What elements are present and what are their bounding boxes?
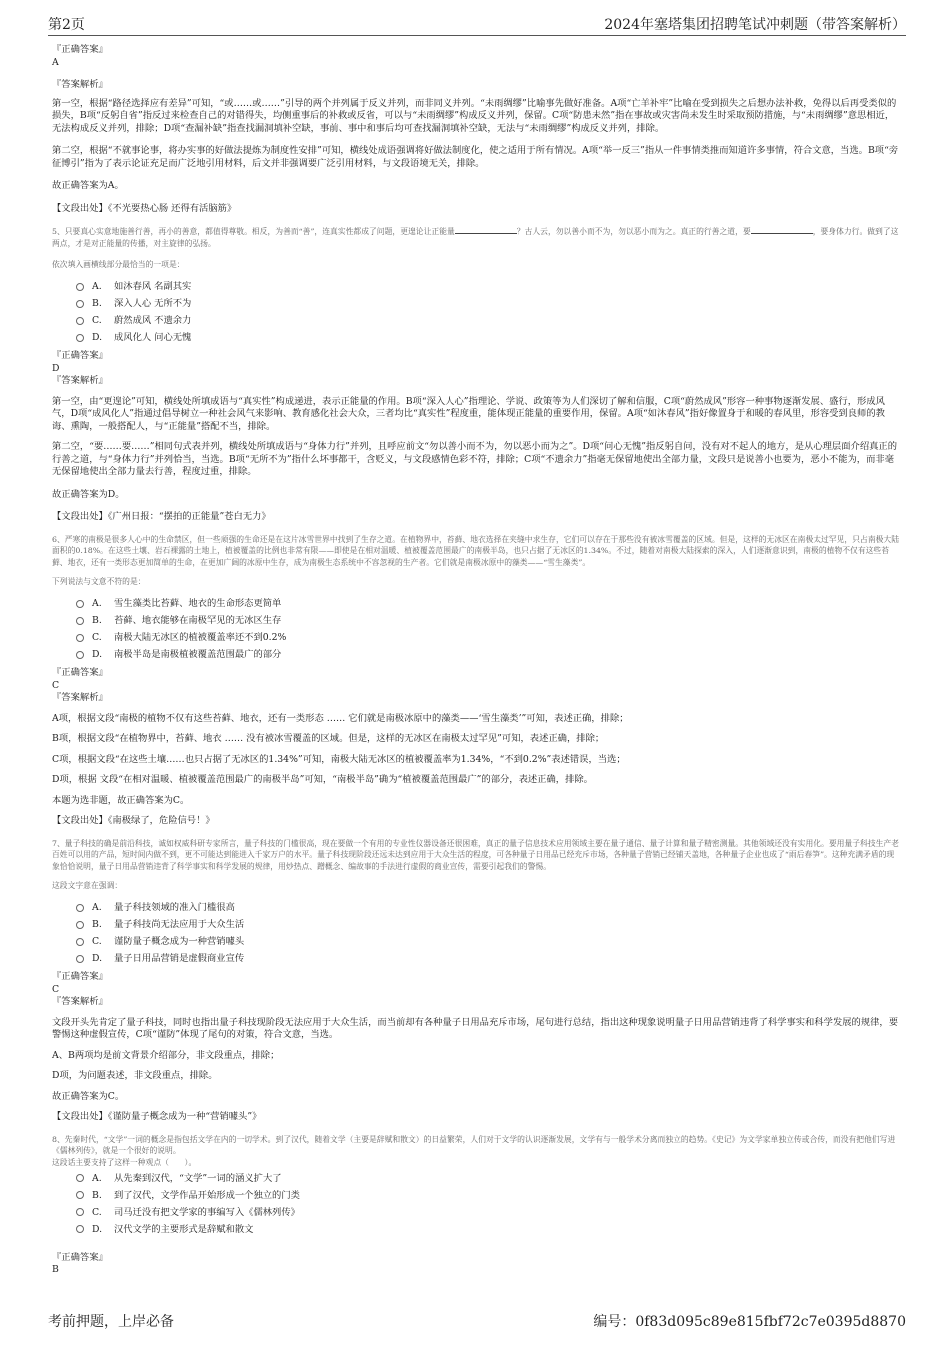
radio-icon[interactable] [76,317,84,325]
analysis-paragraph: A、B两项均是前文背景介绍部分，非文段重点，排除； [52,1049,280,1061]
fill-blank [751,225,813,234]
answer-value: C [52,679,60,691]
radio-icon[interactable] [76,300,84,308]
option-text: 如沐春风 名副其实 [114,281,192,292]
conclusion: 故正确答案为A。 [52,180,124,191]
conclusion: 故正确答案为D。 [52,488,125,500]
option-b[interactable] [76,1187,900,1204]
option-text: 蔚然成风 不遗余力 [114,315,192,326]
option-b[interactable] [76,916,900,933]
option-letter: D. [92,1223,103,1235]
question-stem: 6、严寒的南极是很多人心中的生命禁区，但一些顽强的生命还是在这片冰雪世界中找到了生存之道。在植物界中，苔藓、地衣选择在夹缝中求生存，它们可以存在于那些没有被冰雪覆盖的区域。但是，这样的无冰区在南极太过罕见，只占南极大陆面积的0.18%。在这些土壤、岩石裸露的土地上，植被覆盖的比例也非常有限——即使是在相对温暖、植被覆盖范围最广的南极半岛，也只占据了无冰区的1.34%。不过，随着对南极大陆探索的深入，人们逐渐意识到，南极的植物不仅有这些苔藓、地衣，还有一类形态更加简单的生命，在更加广阔的冰原中生存，成为南极生态系统中不容忽视的生产者。它们就是南极冰原中的藻类——“雪生藻类”。 [52,534,900,567]
option-list [76,278,900,346]
option-letter: A. [92,902,102,913]
analysis-paragraph: B项，根据文段“在植物界中，苔藓、地衣 …… 没有被冰雪覆盖的区域。但是，这样的无冰区在南极太过罕见”可知，表述正确，排除； [52,733,605,744]
analysis-label: 『答案解析』 [52,996,108,1007]
radio-icon[interactable] [76,651,84,659]
document-id: 编号：0f83d095c89e815fbf72c7e0395d8870 [593,1314,906,1330]
source-citation: 【文段出处】《广州日报：“摆拍的正能量”苍白无力》 [52,511,271,522]
answer-value: A [52,56,59,68]
option-c[interactable] [76,933,900,950]
radio-icon[interactable] [76,1208,84,1216]
option-d[interactable] [76,1221,900,1238]
option-a[interactable] [76,595,900,612]
analysis-label: 『答案解析』 [52,375,108,386]
option-text: 深入人心 无所不为 [114,298,192,309]
option-letter: C. [92,632,102,643]
document-title: 2024年塞塔集团招聘笔试冲刺题（带答案解析） [604,17,906,33]
option-d[interactable] [76,329,900,346]
question-guide: 这段文字意在强调： [52,881,123,890]
option-text: 量子日用品营销是虚假商业宣传 [114,953,245,964]
question-guide: 下列说法与文意不符的是： [52,577,146,586]
source-citation: 【文段出处】《南极绿了，危险信号！》 [52,815,215,826]
analysis-paragraph: 第一空，由“更遑论”可知，横线处所填成语与“真实性”构成递进，表示正能量的作用。B项“深入人心”指理论、学说、政策等为人们深切了解和信服，C项“蔚然成风”形容一种事物逐渐发展、盛行，形成风气，D项“成风化人”指通过倡导树立一种社会风气来影响、教育感化社会大众，三者均比“真实性”程度重，能体现正能量的重要作用，保留。A项“如沐春风”指好像置身于和暖的春风里，形容受到良师的教诲、熏陶，一般搭配人，与“正能量”搭配不当，排除。 [52,395,885,432]
analysis-paragraph: D项，为问题表述，非文段重点，排除。 [52,1070,218,1081]
question-guide: 依次填入画横线部分最恰当的一项是： [52,260,185,269]
stem-part: 5、只要真心实意地施善行善，再小的善意，都值得尊敬。相反，为善而“善”，连真实性都成了问题，更遑论让正能量 [52,227,455,236]
option-letter: A. [92,1172,102,1184]
option-text: 从先秦到汉代，“文学”一词的涵义扩大了 [114,1172,282,1184]
option-d[interactable] [76,950,900,967]
option-c[interactable] [76,629,900,646]
radio-icon[interactable] [76,600,84,608]
answer-value: C [52,983,60,995]
option-text: 量子科技尚无法应用于大众生活 [114,919,245,930]
radio-icon[interactable] [76,1191,84,1199]
option-text: 南极半岛是南极植被覆盖范围最广的部分 [114,649,282,660]
analysis-label: 『答案解析』 [52,692,108,703]
analysis-paragraph: C项，根据文段“在这些土壤……也只占据了无冰区的1.34%”可知，南极大陆无冰区的植被覆盖率为1.34%，“不到0.2%”表述错误，当选； [52,753,626,765]
option-text: 汉代文学的主要形式是辞赋和散文 [114,1223,254,1235]
option-text: 雪生藻类比苔藓、地衣的生命形态更简单 [114,598,282,609]
radio-icon[interactable] [76,1174,84,1182]
conclusion: 本题为选非题，故正确答案为C。 [52,794,190,806]
radio-icon[interactable] [76,904,84,912]
answer-label: 『正确答案』 [52,667,108,678]
page-header [48,12,906,36]
option-text: 司马迁没有把文学家的事编写入《儒林列传》 [114,1206,300,1218]
option-text: 成风化人 问心无愧 [114,332,192,343]
option-letter: C. [92,315,102,326]
option-b[interactable] [76,295,900,312]
option-letter: A. [92,281,102,292]
radio-icon[interactable] [76,938,84,946]
answer-label: 『正确答案』 [52,350,108,361]
option-list [76,595,900,663]
option-c[interactable] [76,312,900,329]
option-letter: B. [92,298,102,309]
radio-icon[interactable] [76,1225,84,1233]
answer-label: 『正确答案』 [52,1251,108,1263]
answer-label: 『正确答案』 [52,44,108,55]
radio-icon[interactable] [76,921,84,929]
radio-icon[interactable] [76,334,84,342]
fill-blank [455,225,517,234]
option-letter: D. [92,953,103,964]
option-list [76,1170,900,1238]
analysis-paragraph: A项，根据文段“南极的植物不仅有这些苔藓、地衣，还有一类形态 …… 它们就是南极冰原中的藻类——‘雪生藻类’”可知，表述正确，排除； [52,712,629,724]
question-stem: 7、量子科技的确是前沿科技，诚如权威科研专家所言，量子科技的门槛很高，现在要做一个有用的专业性仪器设备还很困难，真正的量子信息技术应用领域主要在量子通信、量子计算和量子精密测量。其他领域还没有实用化。要用量子科技生产老百姓可以用的产品，短时间内做不到，更不可能达到能进入千家万户的水平。量子科技现阶段还远未达到应用于大众生活的程度，可各种量子日用品已经充斥市场，各种量子营销已经铺天盖地，各种量子企业也成了“雨后春笋”。这种充满矛盾的现象恰恰说明，量子日用品营销违背了科学事实和科学发展的规律，用炒热点、蹭概念、编故事的手法进行虚假的商业宣传，需要引起我们的警惕。 [52,838,900,871]
answer-value: B [52,1264,59,1275]
answer-label: 『正确答案』 [52,971,108,982]
conclusion: 故正确答案为C。 [52,1090,125,1102]
option-text: 量子科技领域的准入门槛很高 [114,902,235,913]
question-guide: 这段话主要支持了这样一种观点（ ）。 [52,1157,197,1167]
source-citation: 【文段出处】《不光要热心肠 还得有活脑筋》 [52,202,237,214]
option-a[interactable] [76,278,900,295]
radio-icon[interactable] [76,634,84,642]
option-text: 苔藓、地衣能够在南极罕见的无冰区生存 [114,615,282,626]
stem-part: ？古人云，勿以善小而不为，勿以恶小而为之。真正的行善之道，要 [516,227,751,236]
analysis-paragraph: 第二空，“要……要……”相同句式表并列，横线处所填成语与“身体力行”并列，且呼应前文“勿以善小而不为，勿以恶小而为之”。D项“问心无愧”指反躬自问，没有对不起人的地方，是从心理层面介绍真正的行善之道，与“身体力行”并列恰当，当选。B项“无所不为”指什么坏事都干，含贬义，与文段感情色彩不符，排除；C项“不遗余力”指毫无保留地使出全部力量，文段只是说善小也要为，恶小不能为，而非毫无保留地使出全部力量去行善，程度过重，排除。 [52,441,898,477]
question-stem [52,225,900,249]
radio-icon[interactable] [76,955,84,963]
option-b[interactable] [76,612,900,629]
analysis-paragraph: D项，根据 文段“在相对温暖、植被覆盖范围最广的南极半岛”可知，“南极半岛”确为“植被覆盖范围最广”的部分，表述正确，排除。 [52,774,593,785]
option-text: 南极大陆无冰区的植被覆盖率还不到0.2% [114,632,287,643]
radio-icon[interactable] [76,283,84,291]
option-letter: B. [92,615,102,626]
radio-icon[interactable] [76,617,84,625]
option-text: 到了汉代，文学作品开始形成一个独立的门类 [114,1189,300,1201]
page-content [52,44,900,1277]
option-letter: A. [92,598,102,609]
source-citation: 【文段出处】《谨防量子概念成为一种“营销噱头”》 [52,1111,262,1122]
stem-part: ，要身体力行。做到了这两点，才是对正能量的传播，对主旋律的弘扬。 [52,227,899,248]
answer-value: D [52,362,60,374]
option-c[interactable] [76,1204,900,1221]
option-letter: B. [92,919,102,930]
option-a[interactable] [76,1170,900,1187]
option-letter: D. [92,332,103,343]
option-letter: C. [92,1206,102,1218]
option-text: 谨防量子概念成为一种营销噱头 [114,936,245,947]
analysis-paragraph: 第二空，根据“不就事论事，将办实事的好做法提炼为制度性安排”可知，横线处成语强调将好做法制度化，使之适用于所有情况。A项“举一反三”指从一件事情类推而知道许多事情，符合文意，当选。B项“旁征博引”指为了表示论证充足而广泛地引用材料，后文并非强调要广泛引用材料，与文段语境无关，排除。 [52,145,899,169]
option-letter: D. [92,649,103,660]
analysis-paragraph: 文段开头先肯定了量子科技，同时也指出量子科技现阶段无法应用于大众生活，而当前却有各种量子日用品充斥市场，尾句进行总结，指出这种现象说明量子日用品营销违背了科学事实和科学发展的规律，要警惕这种虚假宣传，C项“谨防”体现了尾句的对策，符合文意，当选。 [52,1016,899,1040]
analysis-paragraph: 第一空，根据“路径选择应有差异”可知，“或……或……”引导的两个并列属于反义并列，而非同义并列。“未雨绸缪”比喻事先做好准备。A项“亡羊补牢”比喻在受到损失之后想办法补救，免得以后再受类似的损失，B项“反躬自省”指反过来检查自己的对错得失，均侧重事后的补救或反省，可以与“未雨绸缪”构成反义并列，保留。C项“防患未然”指在事故或灾害尚未发生时采取预防措施，与“未雨绸缪”意思相近，无法构成反义并列，排除；D项“查漏补缺”指查找漏洞填补空缺，事前、事中和事后均可查找漏洞填补空缺，无法与“未雨绸缪”构成反义并列，排除。 [52,97,897,134]
page-number: 第2页 [48,17,85,33]
option-d[interactable] [76,646,900,663]
option-a[interactable] [76,899,900,916]
option-list [76,899,900,967]
footer-slogan: 考前押题，上岸必备 [48,1314,174,1330]
question-stem: 8、先秦时代，“文学”一词的概念是指包括文学在内的一切学术。到了汉代，随着文学（主要是辞赋和散文）的日益繁荣，人们对于文学的认识逐渐发展，文学有与一般学术分离而独立的趋势。《史记》为文学家单独立传或合传，而没有把他们写进《儒林列传》，就是一个很好的说明。 [52,1134,896,1155]
analysis-label: 『答案解析』 [52,79,108,90]
option-letter: C. [92,936,102,947]
option-letter: B. [92,1189,102,1201]
